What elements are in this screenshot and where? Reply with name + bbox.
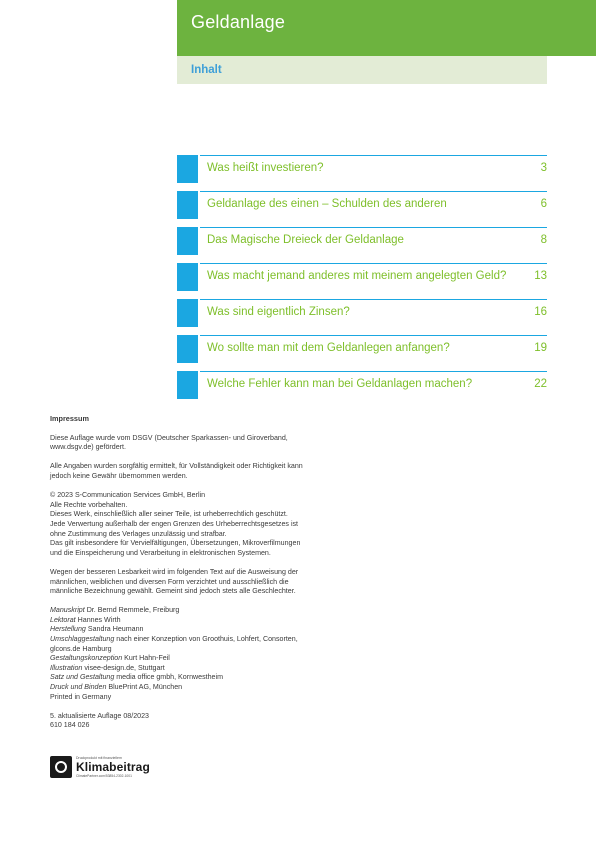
imprint-credits bbox=[50, 606, 350, 702]
toc-entry-1[interactable] bbox=[177, 155, 547, 183]
table-of-contents bbox=[177, 155, 547, 407]
section-header bbox=[177, 56, 547, 84]
toc-entry-2[interactable] bbox=[177, 191, 547, 219]
credit-name: Hannes Wirth bbox=[77, 615, 121, 624]
toc-marker bbox=[177, 371, 198, 399]
credit-line bbox=[50, 673, 350, 683]
text-line: © 2023 S-Communication Services GmbH, Berlin bbox=[50, 491, 206, 500]
toc-rule bbox=[200, 371, 547, 372]
credit-name: Sandra Heumann bbox=[87, 625, 144, 634]
imprint-funding bbox=[50, 434, 350, 453]
toc-entry-4[interactable] bbox=[177, 263, 547, 291]
credit-name: nach einer Konzeption von Groothuis, Lohfert, Consorten, bbox=[116, 635, 298, 644]
credit-line bbox=[50, 616, 350, 626]
toc-entry-5[interactable] bbox=[177, 299, 547, 327]
toc-entry-7[interactable] bbox=[177, 371, 547, 399]
credit-line bbox=[50, 654, 350, 664]
order-number: 610 184 026 bbox=[50, 721, 90, 730]
text-line: www.dsgv.de) gefördert. bbox=[50, 443, 126, 452]
toc-entry-title: Was macht jemand anderes mit meinem angelegten Geld? bbox=[207, 270, 507, 282]
logo-caption: Druckprodukt mit finanziellem bbox=[76, 756, 122, 760]
toc-marker bbox=[177, 263, 198, 291]
imprint-copyright bbox=[50, 491, 350, 558]
toc-entry-title: Geldanlage des einen – Schulden des anderen bbox=[207, 198, 447, 210]
credit-name: visee-design.de, Stuttgart bbox=[84, 663, 165, 672]
text-line: Alle Angaben wurden sorgfältig ermittelt, für Vollständigkeit oder Richtigkeit kann bbox=[50, 462, 303, 471]
credit-line bbox=[50, 606, 350, 616]
toc-entry-page: 6 bbox=[540, 198, 547, 210]
text-line: ohne Zustimmung des Verlages unzulässig und strafbar. bbox=[50, 529, 227, 538]
credit-line bbox=[50, 625, 350, 635]
credit-role: Gestaltungskonzeption bbox=[50, 654, 123, 663]
text-line: Dieses Werk, einschließlich aller seiner Teile, ist urheberrechtlich geschützt. bbox=[50, 510, 288, 519]
toc-entry-title: Welche Fehler kann man bei Geldanlagen machen? bbox=[207, 378, 473, 390]
toc-entry-page: 3 bbox=[540, 162, 547, 174]
toc-marker bbox=[177, 191, 198, 219]
section-title: Inhalt bbox=[191, 64, 222, 76]
text-line: jedoch keine Gewähr übernommen werden. bbox=[50, 471, 188, 480]
toc-marker bbox=[177, 335, 198, 363]
credit-role: Satz und Gestaltung bbox=[50, 673, 115, 682]
text-line: Alle Rechte vorbehalten. bbox=[50, 500, 128, 509]
credit-name: glcons.de Hamburg bbox=[50, 644, 112, 653]
logo-wordmark: Klimabeitrag bbox=[76, 760, 150, 774]
toc-entry-page: 13 bbox=[534, 270, 547, 282]
toc-rule bbox=[200, 227, 547, 228]
header-bar bbox=[177, 0, 596, 56]
imprint-heading: Impressum bbox=[50, 414, 89, 423]
text-line: Das gilt insbesondere für Vervielfältigungen, Übersetzungen, Mikroverfilmungen bbox=[50, 539, 301, 548]
credit-name: Dr. Bernd Remmele, Freiburg bbox=[86, 606, 180, 615]
toc-entry-title: Was heißt investieren? bbox=[207, 162, 324, 174]
text-line: männlichen, weiblichen und diversen Form verzichtet und ausschließlich die bbox=[50, 577, 289, 586]
toc-entry-title: Das Magische Dreieck der Geldanlage bbox=[207, 234, 404, 246]
text-line: Jede Verwertung außerhalb der engen Grenzen des Urheberrechtsgesetzes ist bbox=[50, 519, 299, 528]
imprint-disclaimer bbox=[50, 462, 350, 481]
credit-name: Kurt Hahn-Feil bbox=[124, 654, 170, 663]
toc-rule bbox=[200, 335, 547, 336]
toc-rule bbox=[200, 263, 547, 264]
page-title: Geldanlage bbox=[191, 12, 286, 32]
edition-text: 5. aktualisierte Auflage 08/2023 bbox=[50, 711, 149, 720]
credit-name: BluePrint AG, München bbox=[108, 683, 183, 692]
credit-line bbox=[50, 664, 350, 674]
credit-name: Printed in Germany bbox=[50, 692, 112, 701]
climate-contribution-logo bbox=[50, 756, 160, 780]
climate-logo-icon bbox=[50, 756, 72, 778]
toc-rule bbox=[200, 191, 547, 192]
imprint-edition bbox=[50, 712, 350, 731]
toc-entry-3[interactable] bbox=[177, 227, 547, 255]
imprint bbox=[50, 414, 350, 741]
toc-marker bbox=[177, 155, 198, 183]
credit-role: Manuskript bbox=[50, 606, 85, 615]
credit-role: Lektorat bbox=[50, 615, 76, 624]
toc-entry-page: 22 bbox=[534, 378, 547, 390]
credit-name: media office gmbh, Kornwestheim bbox=[116, 673, 223, 682]
text-line: Diese Auflage wurde vom DSGV (Deutscher Sparkassen- und Giroverband, bbox=[50, 433, 288, 442]
toc-entry-title: Wo sollte man mit dem Geldanlegen anfangen? bbox=[207, 342, 450, 354]
toc-entry-6[interactable] bbox=[177, 335, 547, 363]
text-line: männliche Bezeichnung gewählt. Gemeint sind jedoch stets alle Geschlechter. bbox=[50, 587, 296, 596]
toc-rule bbox=[200, 299, 547, 300]
text-line: Wegen der besseren Lesbarkeit wird im folgenden Text auf die Ausweisung der bbox=[50, 567, 299, 576]
toc-marker bbox=[177, 227, 198, 255]
credit-role: Umschlaggestaltung bbox=[50, 635, 115, 644]
toc-entry-page: 8 bbox=[540, 234, 547, 246]
credit-line bbox=[50, 635, 350, 645]
toc-rule bbox=[200, 155, 547, 156]
logo-id: ClimatePartner.com/53854-2302-1001 bbox=[76, 774, 132, 778]
toc-marker bbox=[177, 299, 198, 327]
toc-entry-page: 19 bbox=[534, 342, 547, 354]
toc-entry-title: Was sind eigentlich Zinsen? bbox=[207, 306, 350, 318]
credit-role: Druck und Binden bbox=[50, 683, 107, 692]
toc-entry-page: 16 bbox=[534, 306, 547, 318]
credit-line bbox=[50, 693, 350, 703]
text-line: und die Einspeicherung und Verarbeitung in elektronischen Systemen. bbox=[50, 548, 271, 557]
imprint-readability bbox=[50, 568, 350, 597]
credit-line bbox=[50, 645, 350, 655]
credit-line bbox=[50, 683, 350, 693]
credit-role: Illustration bbox=[50, 663, 83, 672]
credit-role: Herstellung bbox=[50, 625, 86, 634]
